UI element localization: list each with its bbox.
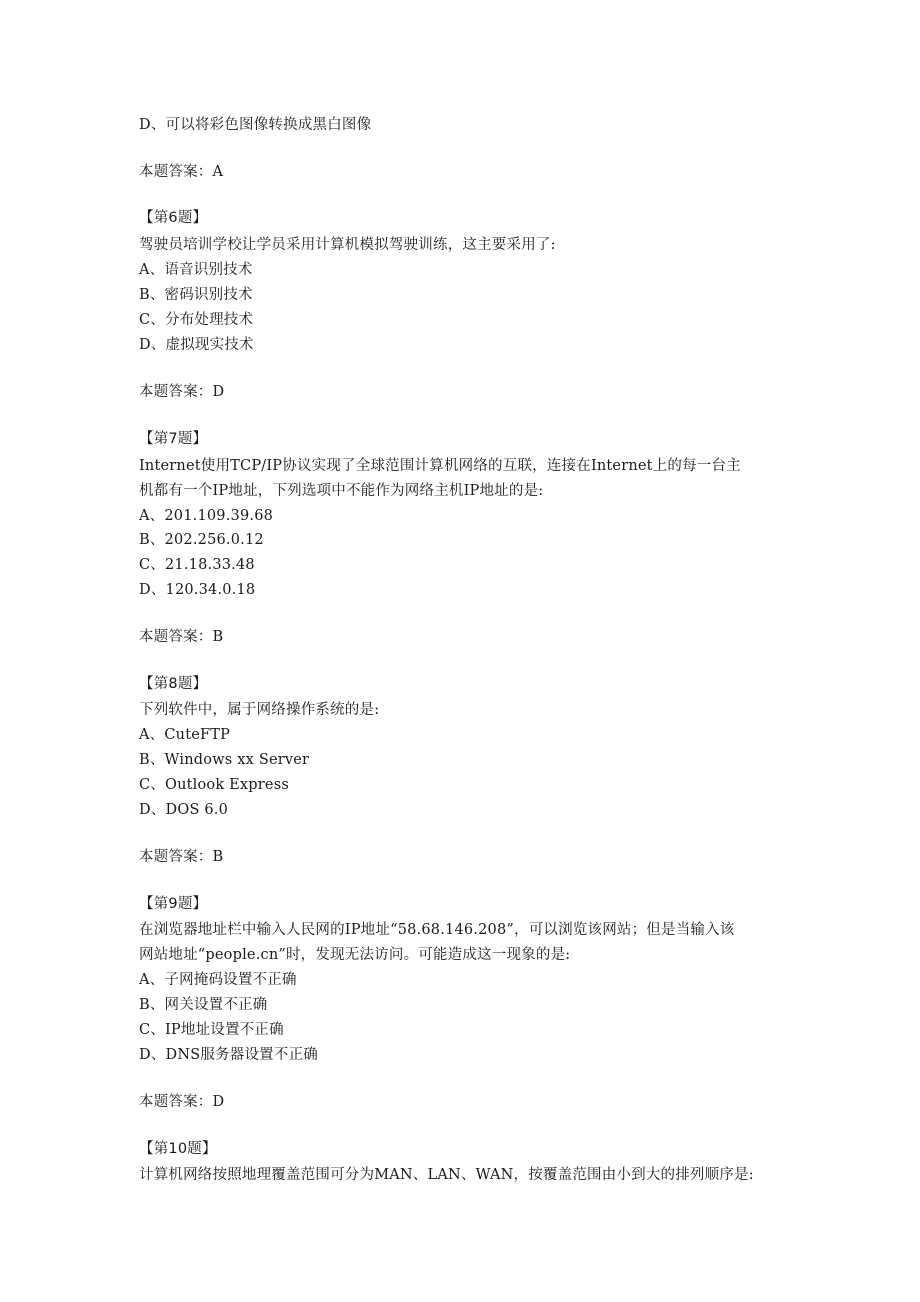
question-6-stem: 驾驶员培训学校让学员采用计算机模拟驾驶训练，这主要采用了: <box>139 237 556 253</box>
question-7-option-d: D、120.34.0.18 <box>139 582 256 598</box>
question-8-option-b: B、Windows xx Server <box>139 752 310 768</box>
question-9-stem-line-1: 在浏览器地址栏中输入人民网的IP地址“58.68.146.208”，可以浏览该网站；但是当输入该 <box>139 922 735 938</box>
question-6-option-c: C、分布处理技术 <box>139 312 254 328</box>
question-7-option-b: B、202.256.0.12 <box>139 532 264 548</box>
question-9-stem-line-2: 网站地址“people.cn”时，发现无法访问。可能造成这一现象的是: <box>139 947 571 963</box>
question-7-header: 【第7题】 <box>139 431 208 447</box>
question-9-option-c: C、IP地址设置不正确 <box>139 1022 284 1038</box>
question-8-option-c: C、Outlook Express <box>139 777 289 793</box>
question-8-header: 【第8题】 <box>139 676 208 692</box>
question-7-option-a: A、201.109.39.68 <box>139 508 274 524</box>
question-8-option-a: A、CuteFTP <box>139 727 231 743</box>
question-6-option-b: B、密码识别技术 <box>139 287 253 303</box>
question-7-stem-line-1: Internet使用TCP/IP协议实现了全球范围计算机网络的互联，连接在Internet上的每一台主 <box>139 458 741 474</box>
question-10-stem: 计算机网络按照地理覆盖范围可分为MAN、LAN、WAN，按覆盖范围由小到大的排列顺序是: <box>139 1167 754 1183</box>
question-8-option-d: D、DOS 6.0 <box>139 802 229 818</box>
prev-answer: 本题答案：A <box>139 164 224 180</box>
question-6-header: 【第6题】 <box>139 210 208 226</box>
question-9-header: 【第9题】 <box>139 896 208 912</box>
question-7-answer: 本题答案：B <box>139 629 224 645</box>
question-9-answer: 本题答案：D <box>139 1094 225 1110</box>
question-7-stem-line-2: 机都有一个IP地址，下列选项中不能作为网络主机IP地址的是: <box>139 483 544 499</box>
question-6-option-a: A、语音识别技术 <box>139 262 253 278</box>
question-10-header: 【第10题】 <box>139 1141 217 1157</box>
question-8-stem: 下列软件中，属于网络操作系统的是: <box>139 702 380 718</box>
question-9-option-a: A、子网掩码设置不正确 <box>139 972 297 988</box>
prev-option-d: D、可以将彩色图像转换成黑白图像 <box>139 117 372 133</box>
question-6-option-d: D、虚拟现实技术 <box>139 337 254 353</box>
question-7-option-c: C、21.18.33.48 <box>139 557 255 573</box>
question-9-option-d: D、DNS服务器设置不正确 <box>139 1047 318 1063</box>
question-8-answer: 本题答案：B <box>139 849 224 865</box>
question-9-option-b: B、网关设置不正确 <box>139 997 268 1013</box>
question-6-answer: 本题答案：D <box>139 384 225 400</box>
